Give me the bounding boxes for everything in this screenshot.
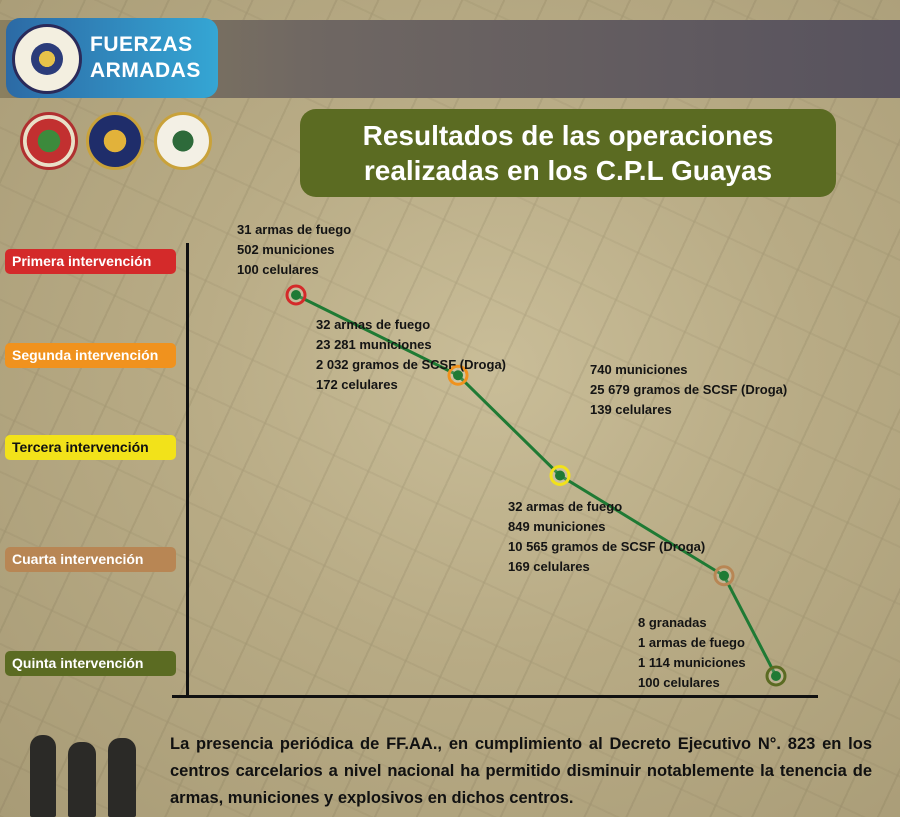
data-point xyxy=(291,290,301,300)
data-point xyxy=(719,571,729,581)
title-line-2: realizadas en los C.P.L Guayas xyxy=(363,155,773,186)
annotation-line: 32 armas de fuego xyxy=(316,317,431,332)
legend-primera: Primera intervención xyxy=(5,249,176,274)
annotation-line: 23 281 municiones xyxy=(316,337,432,352)
annotation-line: 32 armas de fuego xyxy=(508,499,623,514)
annotation-line: 25 679 gramos de SCSF (Droga) xyxy=(590,382,788,397)
annotation-line: 31 armas de fuego xyxy=(237,222,352,237)
annotation-line: 740 municiones xyxy=(590,362,688,377)
data-point xyxy=(771,671,781,681)
annotation-line: 8 granadas xyxy=(638,615,707,630)
annotation-quinta xyxy=(638,613,746,693)
annotation-line: 100 celulares xyxy=(237,262,319,277)
annotation-line: 139 celulares xyxy=(590,402,672,417)
annotation-line: 502 municiones xyxy=(237,242,335,257)
legend-quinta: Quinta intervención xyxy=(5,651,176,676)
annotation-tercera xyxy=(590,360,787,420)
data-point xyxy=(555,471,565,481)
annotation-line: 10 565 gramos de SCSF (Droga) xyxy=(508,539,706,554)
brand-line-2: ARMADAS xyxy=(90,59,201,82)
annotation-line: 1 114 municiones xyxy=(638,655,746,670)
annotation-segunda xyxy=(316,315,506,395)
legend-tercera: Tercera intervención xyxy=(5,435,176,460)
annotation-primera xyxy=(237,220,351,280)
annotation-line: 172 celulares xyxy=(316,377,398,392)
annotation-line: 1 armas de fuego xyxy=(638,635,745,650)
footer-text: La presencia periódica de FF.AA., en cumplimiento al Decreto Ejecutivo N°. 823 en los centros carcelarios a nivel nacional ha permitido disminuir notablemente la tenencia de armas, municiones y explosivos en dichos centros. xyxy=(170,735,872,807)
legend-cuarta: Cuarta intervención xyxy=(5,547,176,572)
brand-line-1: FUERZAS xyxy=(90,33,193,56)
annotation-cuarta xyxy=(508,497,705,577)
annotation-line: 2 032 gramos de SCSF (Droga) xyxy=(316,357,506,372)
annotation-line: 100 celulares xyxy=(638,675,720,690)
legend-segunda: Segunda intervención xyxy=(5,343,176,368)
annotation-line: 169 celulares xyxy=(508,559,590,574)
annotation-line: 849 municiones xyxy=(508,519,606,534)
title-line-1: Resultados de las operaciones xyxy=(362,120,774,151)
